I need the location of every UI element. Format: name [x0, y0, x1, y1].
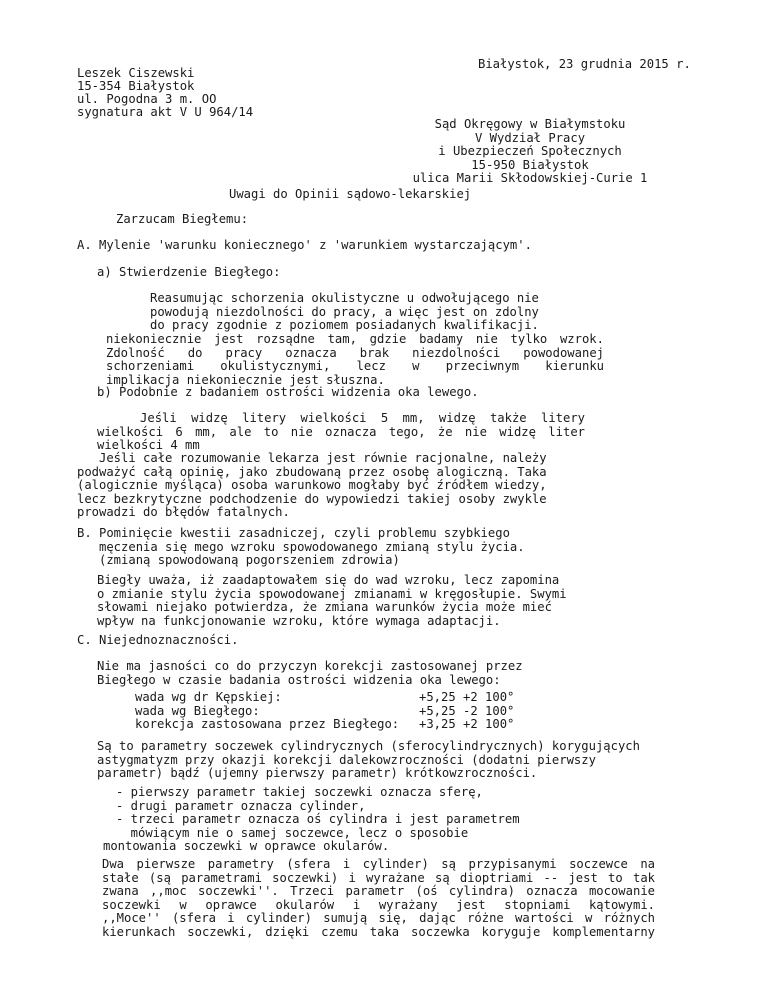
section-c-final-line: kierunkach soczewki, dzięki czemu taka soczewka koryguje komplementarny [102, 924, 655, 939]
section-a-item-a: a) Stwierdzenie Biegłego: [97, 265, 281, 279]
sender-street: ul. Pogodna 3 m. OO [77, 92, 217, 106]
recipient-city: 15-950 Białystok [471, 157, 589, 172]
correction-value: +3,25 +2 100° [419, 717, 515, 731]
section-b-line: słowami niejako potwierdza, że zmiana warunków życia może mieć [97, 600, 552, 614]
section-c-final-line: soczewki w oprawce okularów i wyrażany jest stopniami kątowymi. [102, 897, 655, 912]
conclusion-block [77, 452, 577, 520]
section-c-intro-line: Biegłego w czasie badania ostrości widzenia oka lewego: [97, 672, 501, 687]
section-b-heading [77, 527, 525, 568]
correction-label: korekcja zastosowana przez Biegłego: [135, 717, 400, 731]
section-c-heading: C. Niejednoznaczności. [77, 633, 239, 647]
recipient-block [380, 118, 680, 186]
recipient-court: Sąd Okręgowy w Białymstoku [434, 117, 626, 131]
correction-label: wada wg Biegłego: [135, 703, 260, 718]
comment-line: niekoniecznie jest rozsądne tam, gdzie badamy nie tylko wzrok. [106, 332, 604, 346]
section-b-line: wpływ na funkcjonowanie wzroku, które wymaga adaptacji. [97, 613, 501, 628]
conclusion-line: Jeśli całe rozumowanie lekarza jest równie racjonalne, należy [77, 451, 547, 465]
conclusion-line: prowadzi do błędów fatalnych. [77, 505, 290, 519]
section-c-intro-line: Nie ma jasności co do przyczyn korekcji zastosowanej przez [97, 659, 523, 673]
section-c-explain-line: Są to parametry soczewek cylindrycznych (sferocylindrycznych) korygujących [97, 739, 640, 753]
section-b-heading-line: (zmianą spowodowaną pogorszeniem zdrowia) [77, 553, 400, 567]
comment-line: schorzeniami okulistycznymi, lecz w przeciwnym kierunku [106, 359, 604, 373]
example-line: wielkości 4 mm [97, 438, 200, 452]
section-b-heading-line: B. Pominięcie kwestii zasadniczej, czyli problemu szybkiego [77, 526, 510, 540]
section-a-item-b: b) Podobnie z badaniem ostrości widzenia oka lewego. [97, 385, 479, 399]
section-c-final-line: stałe (są parametrami soczewki) i wyrażane są dioptriami -- jest to tak [102, 870, 655, 885]
parameter-list [103, 785, 520, 854]
quote-line: Reasumując schorzenia okulistyczne u odwołującego nie [150, 291, 539, 305]
recipient-division: V Wydział Pracy [474, 130, 586, 145]
comment-line: implikacja niekoniecznie jest słuszna. [106, 372, 385, 387]
quote-line: powodują niezdolności do pracy, a więc jest on zdolny [150, 304, 539, 319]
section-c-explain [97, 740, 640, 781]
section-c-final-line: ,,Moce'' (sfera i cylinder) sumują się, dając różne wartości w różnych [102, 911, 655, 925]
comment-line: Zdolność do pracy oznacza brak niezdolności powodowanej [106, 345, 604, 360]
parameter-item: - trzeci parametr oznacza oś cylindra i jest parametrem [116, 812, 520, 826]
correction-value: +5,25 -2 100° [419, 703, 515, 718]
conclusion-line: (alogicznie myśląca) osoba warunkowo mogłaby być źródłem wiedzy, [77, 478, 547, 492]
section-b-heading-line: męczenia się mego wzroku spowodowanego zmianą stylu życia. [77, 539, 525, 554]
sender-name: Leszek Ciszewski [77, 66, 195, 80]
conclusion-line: lecz bezkrytyczne podchodzenie do wypowiedzi takiej osoby zwykle [77, 491, 547, 506]
section-c-explain-line: parametr) bądź (ujemny pierwszy parametr) krótkowzroczności. [97, 766, 538, 780]
section-b-line: o zmianie stylu życia spowodowanej zmianami w kręgosłupie. Swymi [97, 586, 567, 601]
parameter-item: mówiącym nie o samej soczewce, lecz o sposobie [116, 825, 469, 840]
conclusion-line: podważyć całą opinię, jako zbudowaną przez osobę alogiczną. Taka [77, 464, 547, 479]
place-date: Białystok, 23 grudnia 2015 r. [478, 57, 691, 71]
section-b-line: Biegły uważa, iż zaadaptowałem się do wad wzroku, lecz zapomina [97, 573, 560, 587]
section-b-body [97, 574, 567, 628]
section-c-intro [97, 660, 523, 687]
example-line: wielkości 6 mm, ale to nie oznacza tego, że nie widzę liter [97, 424, 585, 439]
quote-line: do pracy zgodnie z poziomem posiadanych kwalifikacji. [150, 318, 539, 332]
recipient-street: ulica Marii Skłodowskiej-Curie 1 [412, 171, 648, 185]
example-line: Jeśli widzę litery wielkości 5 mm, widzę także litery [97, 411, 586, 425]
document-title: Uwagi do Opinii sądowo-lekarskiej [229, 187, 472, 201]
section-c-final-line: Dwa pierwsze parametry (sfera i cylinder) są przypisanymi soczewce na [102, 857, 655, 871]
quote-block [150, 292, 590, 333]
correction-label: wada wg dr Kępskiej: [135, 690, 282, 704]
parameter-item: montowania soczewki w oprawce okularów. [103, 839, 390, 853]
correction-value: +5,25 +2 100° [419, 690, 515, 704]
sender-city: 15-354 Białystok [77, 79, 195, 93]
section-a-heading: A. Mylenie 'warunku koniecznego' z 'warunkiem wystarczającym'. [77, 238, 532, 252]
section-c-final [102, 858, 655, 939]
recipient-division2: i Ubezpieczeń Społecznych [438, 144, 622, 158]
parameter-item: - drugi parametr oznacza cylinder, [116, 798, 366, 813]
section-c-explain-line: astygmatyzm przy okazji korekcji dalekowzroczności (dodatni pierwszy [97, 752, 596, 767]
example-block [97, 412, 585, 453]
case-reference: sygnatura akt V U 964/14 [77, 105, 254, 119]
parameter-item: - pierwszy parametr takiej soczewki oznacza sferę, [116, 785, 483, 799]
intro-line: Zarzucam Biegłemu: [116, 212, 249, 226]
comment-block [106, 333, 604, 387]
section-c-final-line: zwana ,,moc soczewki''. Trzeci parametr (oś cylindra) oznacza mocowanie [102, 884, 655, 898]
